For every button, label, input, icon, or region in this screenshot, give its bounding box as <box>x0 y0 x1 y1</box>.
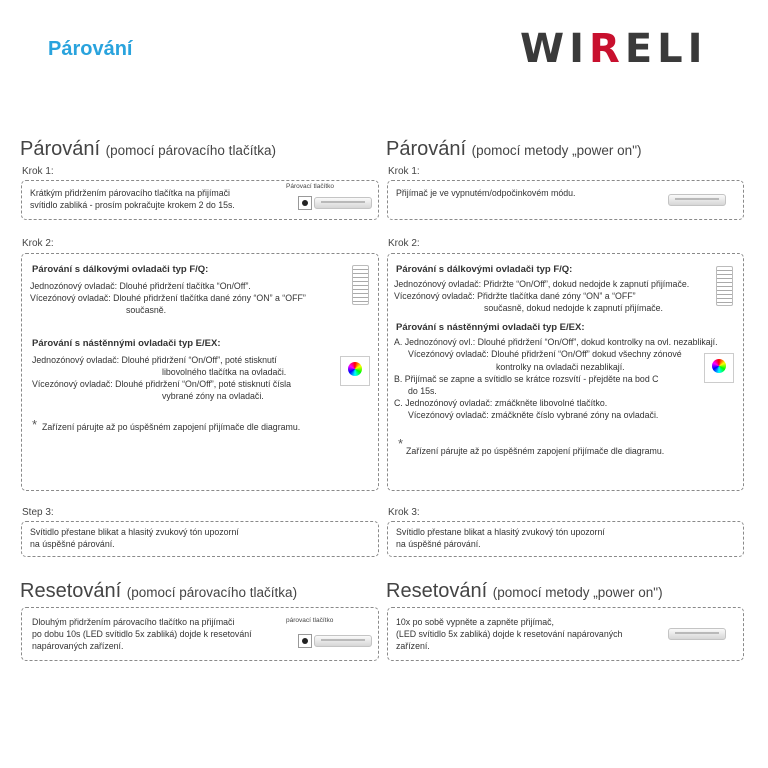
left-step2-label: Krok 2: <box>22 238 54 249</box>
fq-line: Vícezónový ovladač: Dlouhé přidržení tlačítka dané zóny “ON” a “OFF” <box>30 293 306 303</box>
fq-line: současně. <box>126 305 167 315</box>
eex-line: do 15s. <box>408 386 437 396</box>
fq-heading: Párování s dálkovými ovladači typ F/Q: <box>396 264 573 275</box>
pairing-button-icon <box>298 196 312 210</box>
eex-line: A. Jednozónový ovl.: Dlouhé přidržení “On/Off”, dokud kontrolky na ovl. nezablikají. <box>394 337 718 347</box>
left-step1-line: svítidlo zabliká - prosím pokračujte krokem 2 do 15s. <box>30 200 235 210</box>
left-reset-title <box>20 580 297 603</box>
eex-line: Vícezónový ovladač: Dlouhé přidržení “On/Off” dokud všechny zónové <box>408 349 682 359</box>
left-step1-box <box>21 180 379 220</box>
eex-line: libovolného tlačítka na ovladači. <box>162 367 287 377</box>
asterisk-icon: * <box>32 417 38 432</box>
right-step1-line: Přijímač je ve vypnutém/odpočinkovém módu. <box>396 188 576 198</box>
eex-line: Vícezónový ovladač: zmáčkněte číslo vybrané zóny na ovladači. <box>408 410 659 420</box>
left-reset-subtitle: (pomocí párovacího tlačítka) <box>126 585 298 600</box>
asterisk-icon: * <box>398 436 404 451</box>
fq-line: Jednozónový ovladač: Přidržte “On/Off”, dokud nedojde k zapnutí přijímače. <box>394 279 690 289</box>
right-reset-box <box>387 607 744 661</box>
reset-line: Dlouhým přidržením párovacího tlačítko na přijímači <box>32 617 235 627</box>
left-step1-line: Krátkým přidržením párovacího tlačítka na přijímači <box>30 188 230 198</box>
fq-heading: Párování s dálkovými ovladači typ F/Q: <box>32 264 209 275</box>
pairing-button-label: Párovací tlačítko <box>286 183 335 190</box>
right-pairing-title-text: Párování <box>386 138 467 160</box>
fq-line: Jednozónový ovladač: Dlouhé přidržení tlačítka “On/Off”. <box>30 281 251 291</box>
wall-controller-image <box>704 353 734 383</box>
fq-line: Vícezónový ovladač: Přidržte tlačítka dané zóny “ON” a “OFF” <box>394 291 636 301</box>
right-step3-label: Krok 3: <box>388 507 420 518</box>
step3-line: na úspěšné párování. <box>396 539 481 549</box>
left-pairing-title <box>20 138 276 161</box>
eex-line: Jednozónový ovladač: Dlouhé přidržení “On/Off”, poté stisknutí <box>32 355 277 365</box>
right-step3-box <box>387 521 744 557</box>
left-step1-label: Krok 1: <box>22 166 54 177</box>
right-reset-title-text: Resetování <box>386 580 488 602</box>
remote-control-image <box>352 265 369 305</box>
right-reset-title <box>386 580 663 603</box>
reset-line: po dobu 10s (LED svítidlo 5x zabliká) dojde k resetování <box>32 629 252 639</box>
left-step3-box <box>21 521 379 557</box>
left-reset-box <box>21 607 379 661</box>
receiver-image <box>668 194 726 206</box>
pairing-button-label: párovací tlačítko <box>286 617 334 624</box>
remote-control-image <box>716 266 733 306</box>
receiver-image <box>314 197 372 209</box>
receiver-image <box>314 635 372 647</box>
left-pairing-title-text: Párování <box>20 138 101 160</box>
right-step1-box <box>387 180 744 220</box>
pairing-button-icon <box>298 634 312 648</box>
eex-heading: Párování s nástěnnými ovladači typ E/EX: <box>396 322 585 333</box>
right-reset-subtitle: (pomocí metody „power on") <box>492 585 663 600</box>
wall-controller-image <box>340 356 370 386</box>
eex-heading: Párování s nástěnnými ovladači typ E/EX: <box>32 338 221 349</box>
reset-line: 10x po sobě vypněte a zapněte přijímač, <box>396 617 554 627</box>
reset-line: zařízení. <box>396 641 430 651</box>
step3-line: na úspěšné párování. <box>30 539 115 549</box>
right-step2-label: Krok 2: <box>388 238 420 249</box>
right-pairing-title <box>386 138 641 161</box>
right-pairing-subtitle: (pomocí metody „power on") <box>471 143 642 158</box>
page-title: Párování <box>48 38 133 60</box>
eex-line: C. Jednozónový ovladač: zmáčkněte libovolné tlačítko. <box>394 398 608 408</box>
eex-line: vybrané zóny na ovladači. <box>162 391 264 401</box>
reset-line: (LED svítidlo 5x zabliká) dojde k resetování napárovaných <box>396 629 623 639</box>
reset-line: napárovaných zařízení. <box>32 641 124 651</box>
eex-line: kontrolky na ovladači nezablikají. <box>496 362 625 372</box>
wireli-logo: WIRELI <box>520 26 708 72</box>
right-step1-label: Krok 1: <box>388 166 420 177</box>
left-reset-title-text: Resetování <box>20 580 122 602</box>
note-text: Zařízení párujte až po úspěšném zapojení přijímače dle diagramu. <box>406 446 665 456</box>
eex-line: Vícezónový ovladač: Dlouhé přidržení “On/Off”, poté stisknutí čísla <box>32 379 291 389</box>
right-step2-box <box>387 253 744 491</box>
left-step3-label: Step 3: <box>22 507 54 518</box>
step3-line: Svítidlo přestane blikat a hlasitý zvukový tón upozorní <box>30 527 239 537</box>
fq-line: současně, dokud nedojde k zapnutí přijímače. <box>484 303 663 313</box>
note-text: Zařízení párujte až po úspěšném zapojení přijímače dle diagramu. <box>42 422 301 432</box>
left-pairing-subtitle: (pomocí párovacího tlačítka) <box>105 143 276 158</box>
eex-line: B. Přijímač se zapne a svítidlo se krátce rozsvítí - přejděte na bod C <box>394 374 659 384</box>
step3-line: Svítidlo přestane blikat a hlasitý zvukový tón upozorní <box>396 527 605 537</box>
receiver-image <box>668 628 726 640</box>
left-step2-box <box>21 253 379 491</box>
